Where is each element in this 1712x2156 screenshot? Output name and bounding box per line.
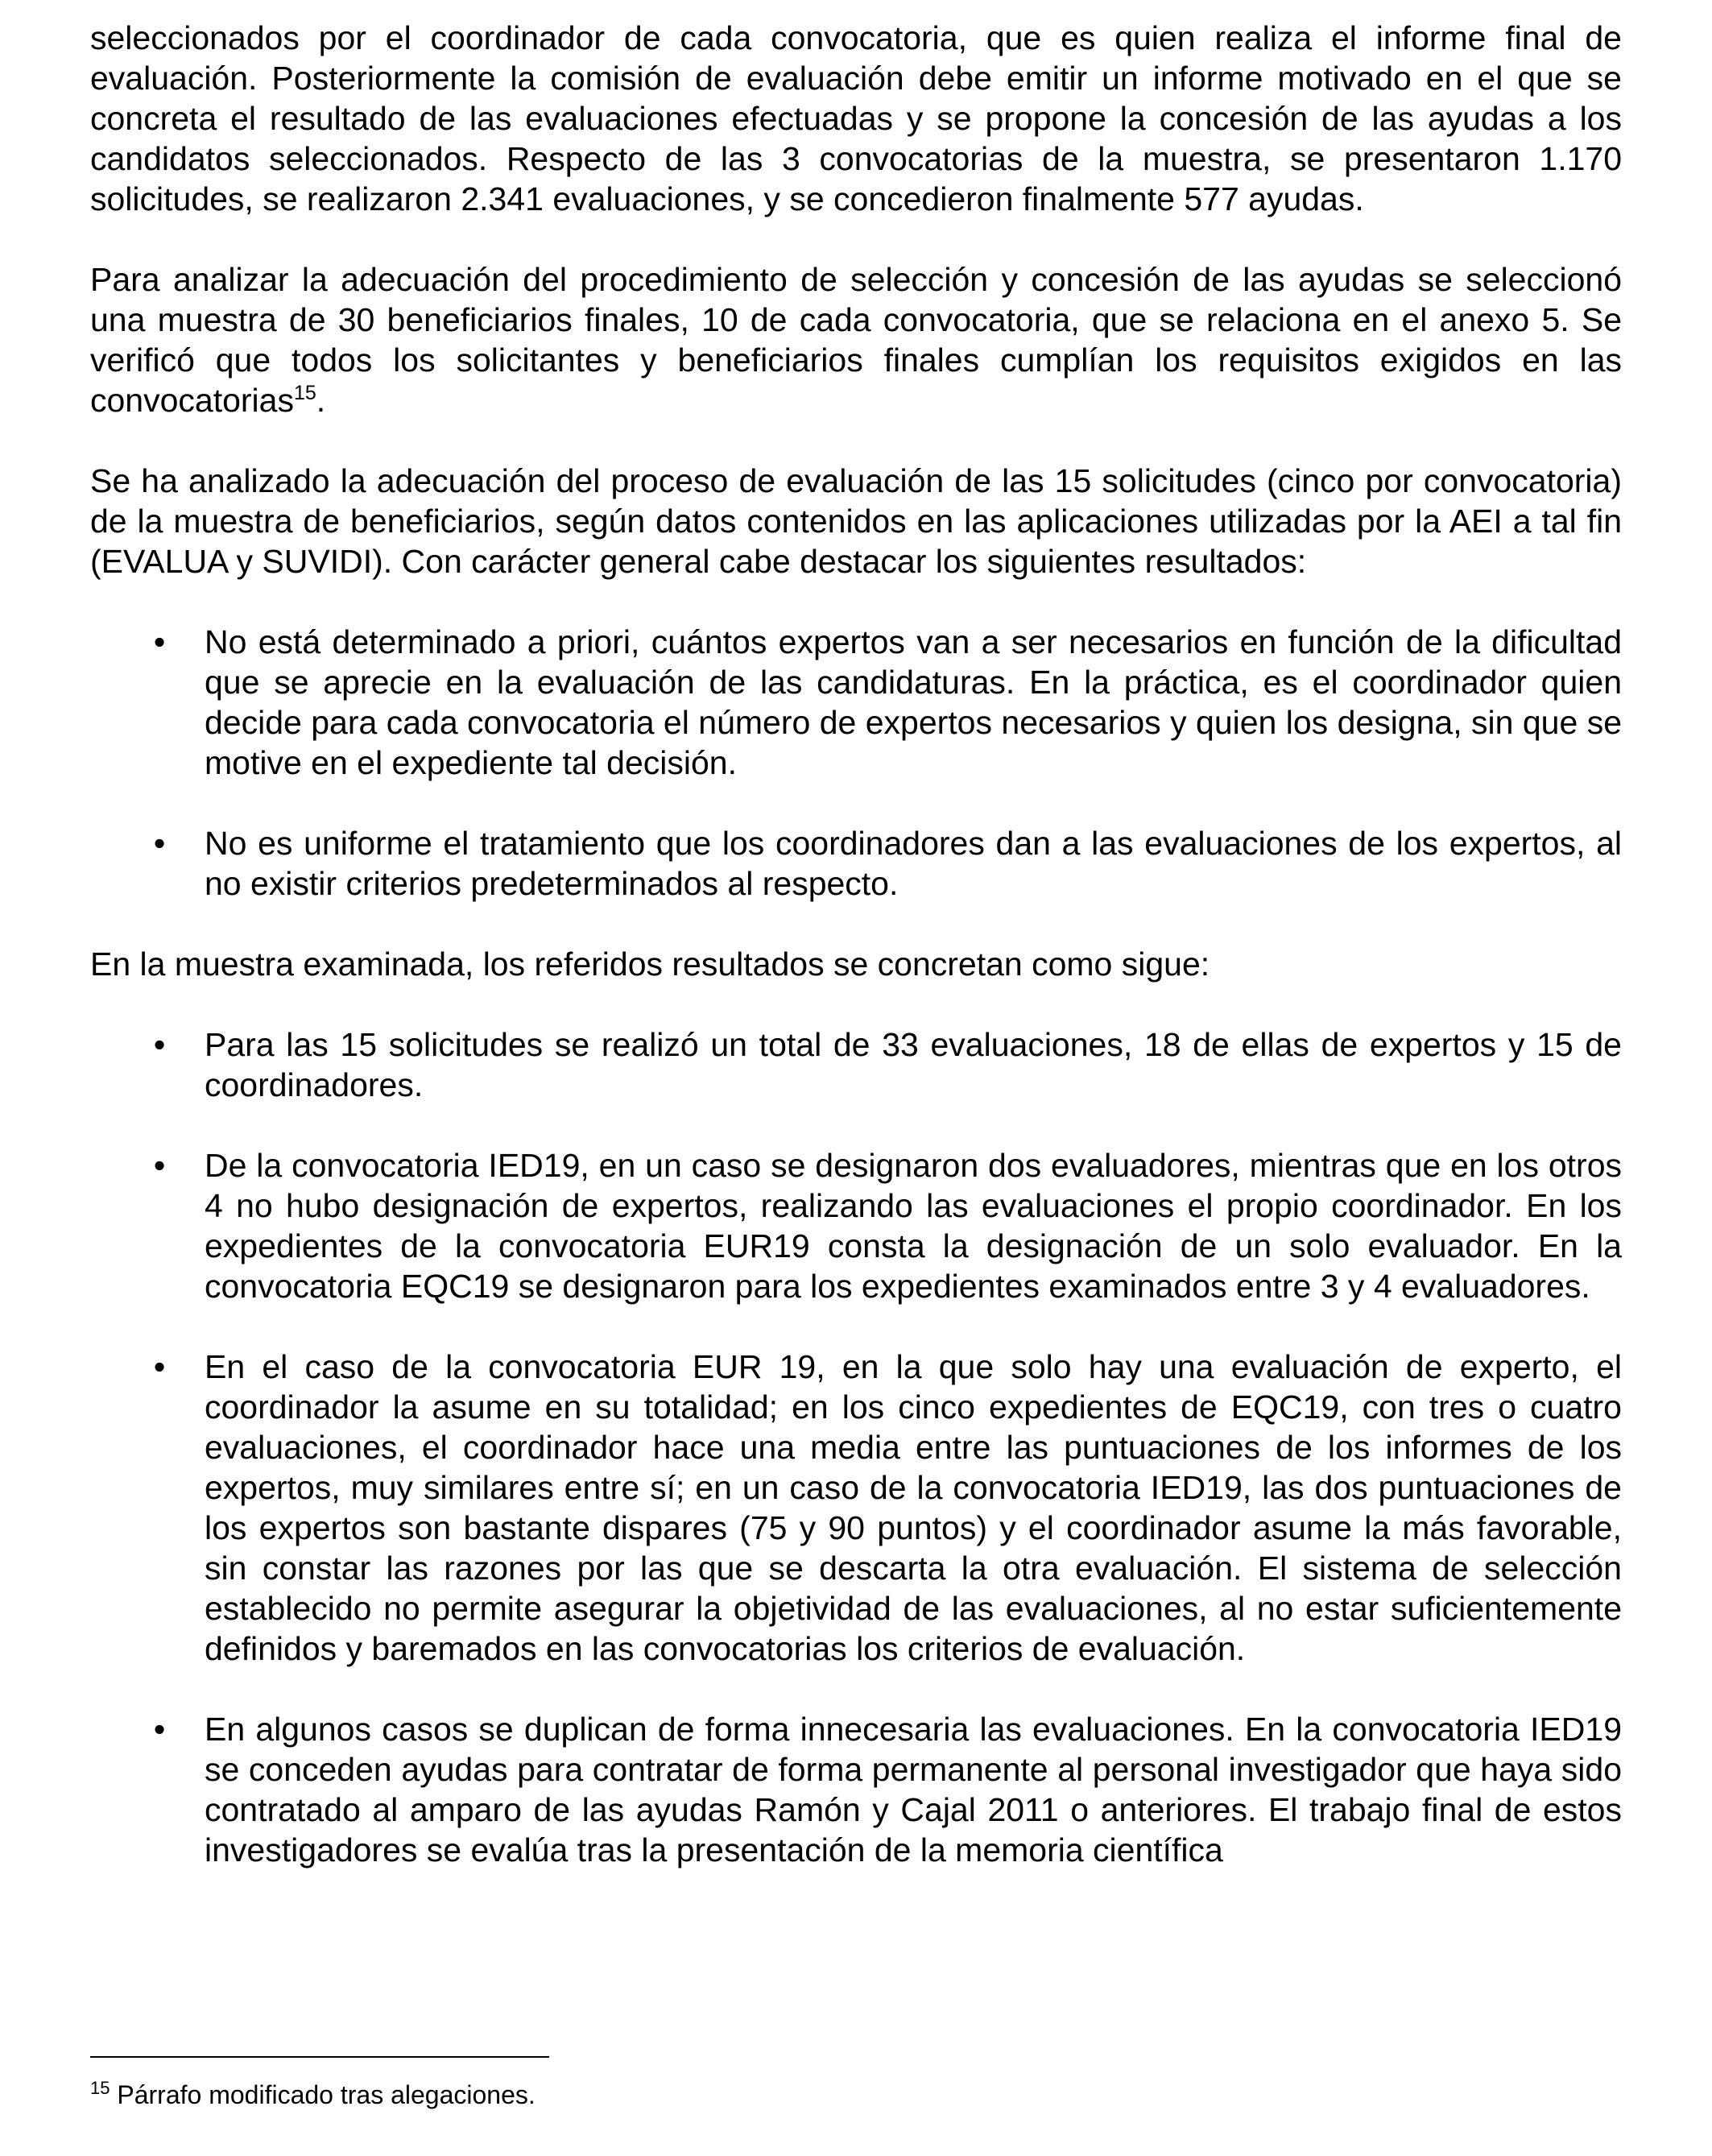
paragraph-evaluation-analysis: Se ha analizado la adecuación del proceso de evaluación de las 15 solicitudes (cinco por convocatoria) de la muestra de beneficiarios, según datos contenidos en las aplicaciones utilizadas por la AEI a tal fin (EVALUA y SUVIDI). Con carácter general cabe destacar los siguientes resultados: bbox=[90, 462, 1622, 580]
footnote-text: Párrafo modificado tras alegaciones. bbox=[117, 2080, 536, 2109]
list-item bbox=[90, 1347, 1622, 1669]
list-item-text: Para las 15 solicitudes se realizó un total de 33 evaluaciones, 18 de ellas de expertos y 15 de coordinadores. bbox=[205, 1026, 1622, 1103]
list-item-text: No está determinado a priori, cuántos expertos van a ser necesarios en función de la dificultad que se aprecie en la evaluación de las candidaturas. En la práctica, es el coordinador quien decide para cada convocatoria el número de expertos necesarios y quien los designa, sin que se motive en el expediente tal decisión. bbox=[205, 623, 1622, 781]
footnote bbox=[90, 2079, 536, 2111]
bullet-icon: • bbox=[153, 825, 166, 862]
document-body bbox=[90, 18, 1622, 1870]
list-item-text: No es uniforme el tratamiento que los coordinadores dan a las evaluaciones de los expertos, al no existir criterios predeterminados al respecto. bbox=[205, 825, 1622, 902]
list-item bbox=[90, 1024, 1622, 1105]
footnote-reference[interactable]: 15 bbox=[293, 382, 316, 404]
bullet-icon: • bbox=[153, 1348, 166, 1385]
bullet-icon: • bbox=[153, 1147, 166, 1184]
list-item bbox=[90, 823, 1622, 904]
list-item bbox=[90, 622, 1622, 783]
bullet-icon: • bbox=[153, 623, 166, 660]
list-item bbox=[90, 1145, 1622, 1306]
footnote-number: 15 bbox=[90, 2078, 110, 2098]
bullet-icon: • bbox=[153, 1026, 166, 1063]
list-item-text: En algunos casos se duplican de forma innecesaria las evaluaciones. En la convocatoria IED19 se conceden ayudas para contratar de forma permanente al personal investigador que haya sido contratado al amparo de las ayudas Ramón y Cajal 2011 o anteriores. El trabajo final de estos investigadores se evalúa tras la presentación de la memoria científica bbox=[205, 1711, 1622, 1868]
paragraph-sample-selection bbox=[90, 259, 1622, 420]
list-item bbox=[90, 1709, 1622, 1870]
bullet-icon: • bbox=[153, 1711, 166, 1748]
sample-results-list bbox=[90, 1024, 1622, 1870]
footnote-divider bbox=[90, 2056, 549, 2058]
general-results-list bbox=[90, 622, 1622, 904]
paragraph-evaluation-process: seleccionados por el coordinador de cada convocatoria, que es quien realiza el informe final de evaluación. Posteriormente la comisión de evaluación debe emitir un informe motivado en el que se concreta el resultado de las evaluaciones efectuadas y se propone la concesión de las ayudas a los candidatos seleccionados. Respecto de las 3 convocatorias de la muestra, se presentaron 1.170 solicitudes, se realizaron 2.341 evaluaciones, y se concedieron finalmente 577 ayudas. bbox=[90, 19, 1622, 217]
paragraph-sample-intro: En la muestra examinada, los referidos resultados se concretan como sigue: bbox=[90, 946, 1210, 983]
list-item-text: De la convocatoria IED19, en un caso se designaron dos evaluadores, mientras que en los otros 4 no hubo designación de expertos, realizando las evaluaciones el propio coordinador. En los expedientes de la convocatoria EUR19 consta la designación de un solo evaluador. En la convocatoria EQC19 se designaron para los expedientes examinados entre 3 y 4 evaluadores. bbox=[205, 1147, 1622, 1305]
paragraph-sample-selection-text: Para analizar la adecuación del procedimiento de selección y concesión de las ayudas se seleccionó una muestra de 30 beneficiarios finales, 10 de cada convocatoria, que se relaciona en el anexo 5. Se verificó que todos los solicitantes y beneficiarios finales cumplían los requisitos exigidos en las convocatorias bbox=[90, 261, 1622, 419]
list-item-text: En el caso de la convocatoria EUR 19, en la que solo hay una evaluación de experto, el coordinador la asume en su totalidad; en los cinco expedientes de EQC19, con tres o cuatro evaluaciones, el coordinador hace una media entre las puntuaciones de los informes de los expertos, muy similares entre sí; en un caso de la convocatoria IED19, las dos puntuaciones de los expertos son bastante dispares (75 y 90 puntos) y el coordinador asume la más favorable, sin constar las razones por las que se descarta la otra evaluación. El sistema de selección establecido no permite asegurar la objetividad de las evaluaciones, al no estar suficientemente definidos y baremados en las convocatorias los criterios de evaluación. bbox=[205, 1348, 1622, 1667]
sentence-period: . bbox=[316, 382, 326, 419]
